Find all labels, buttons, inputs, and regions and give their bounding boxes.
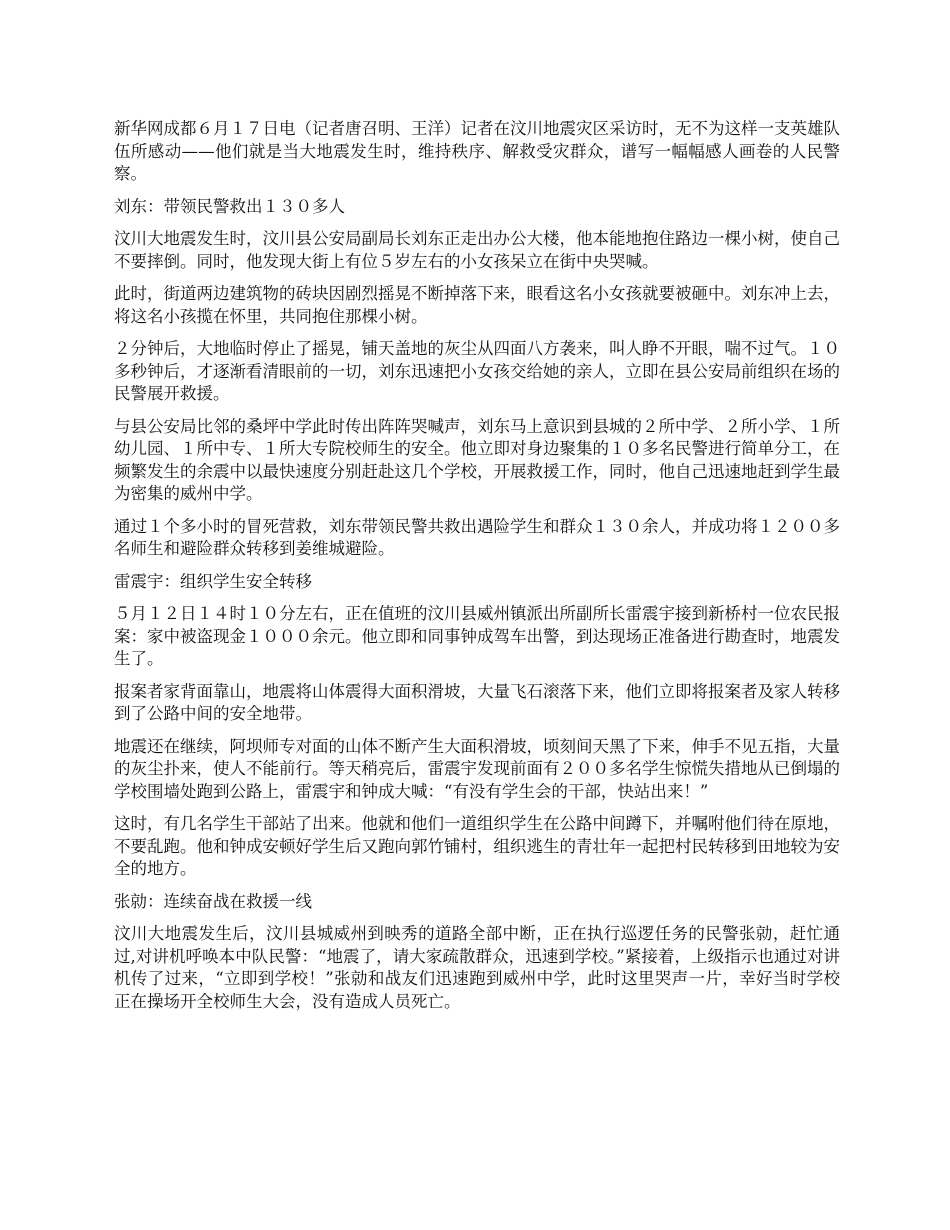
body-paragraph: ２分钟后，大地临时停止了摇晃，铺天盖地的灰尘从四面八方袭来，叫人睁不开眼，喘不过气。１０多秒钟后，才逐渐看清眼前的一切，刘东迅速把小女孩交给她的亲人，立即在县公安局前组织在场的民警展开救援。 [114,339,840,403]
intro-paragraph: 新华网成都６月１７日电（记者唐召明、王洋）记者在汶川地震灾区采访时，无不为这样一支英雄队伍所感动——他们就是当大地震发生时，维持秩序、解救受灾群众，谱写一幅幅感人画卷的人民警察。 [114,119,840,183]
body-paragraph: 汶川大地震发生时，汶川县公安局副局长刘东正走出办公大楼，他本能地抱住路边一棵小树，使自己不要摔倒。同时，他发现大街上有位５岁左右的小女孩呆立在街中央哭喊。 [114,229,840,271]
section-heading-zhangqing: 张勍：连续奋战在救援一线 [114,891,312,911]
body-paragraph: 报案者家背面靠山，地震将山体震得大面积滑坡，大量飞石滚落下来，他们立即将报案者及家人转移到了公路中间的安全地带。 [114,681,840,723]
section-heading-liudong: 刘东：带领民警救出１３０多人 [114,196,345,216]
body-paragraph: 汶川大地震发生后，汶川县城威州到映秀的道路全部中断，正在执行巡逻任务的民警张勍，赶忙通过,对讲机呼唤本中队民警：“地震了，请大家疏散群众，迅速到学校。”紧接着，上级指示也通过对讲机传了过来，“立即到学校！”张勍和战友们迅速跑到威州中学，此时这里哭声一片，幸好当时学校正在操场开全校师生大会，没有造成人员死亡。 [114,924,840,1011]
body-paragraph: 这时，有几名学生干部站了出来。他就和他们一道组织学生在公路中间蹲下，并嘱咐他们待在原地，不要乱跑。他和钟成安顿好学生后又跑向郭竹铺村，组织逃生的青壮年一起把村民转移到田地较为安全的地方。 [114,814,840,878]
document-page [114,118,840,1023]
body-paragraph: 与县公安局比邻的桑坪中学此时传出阵阵哭喊声，刘东马上意识到县城的２所中学、２所小学、１所幼儿园、１所中专、１所大专院校师生的安全。他立即对身边聚集的１０多名民警进行简单分工，在频繁发生的余震中以最快速度分别赶赴这几个学校，开展救援工作，同时，他自己迅速地赶到学生最为密集的威州中学。 [114,416,840,503]
body-paragraph: ５月１２日１４时１０分左右，正在值班的汶川县威州镇派出所副所长雷震宇接到新桥村一位农民报案：家中被盗现金１０００余元。他立即和同事钟成驾车出警，到达现场正准备进行勘查时，地震发生了。 [114,604,840,668]
body-paragraph: 通过１个多小时的冒死营救，刘东带领民警共救出遇险学生和群众１３０余人，并成功将１２００多名师生和避险群众转移到姜维城避险。 [114,516,840,558]
body-paragraph: 地震还在继续，阿坝师专对面的山体不断产生大面积滑坡，顷刻间天黑了下来，伸手不见五指，大量的灰尘扑来，使人不能前行。等天稍亮后，雷震宇发现前面有２００多名学生惊慌失措地从已倒塌的学校围墙处跑到公路上，雷震宇和钟成大喊：“有没有学生会的干部，快站出来！” [114,736,840,801]
section-heading-leizhenyu: 雷震宇：组织学生安全转移 [114,571,312,591]
body-paragraph: 此时，街道两边建筑物的砖块因剧烈摇晃不断掉落下来，眼看这名小女孩就要被砸中。刘东冲上去，将这名小孩揽在怀里，共同抱住那棵小树。 [114,284,840,326]
